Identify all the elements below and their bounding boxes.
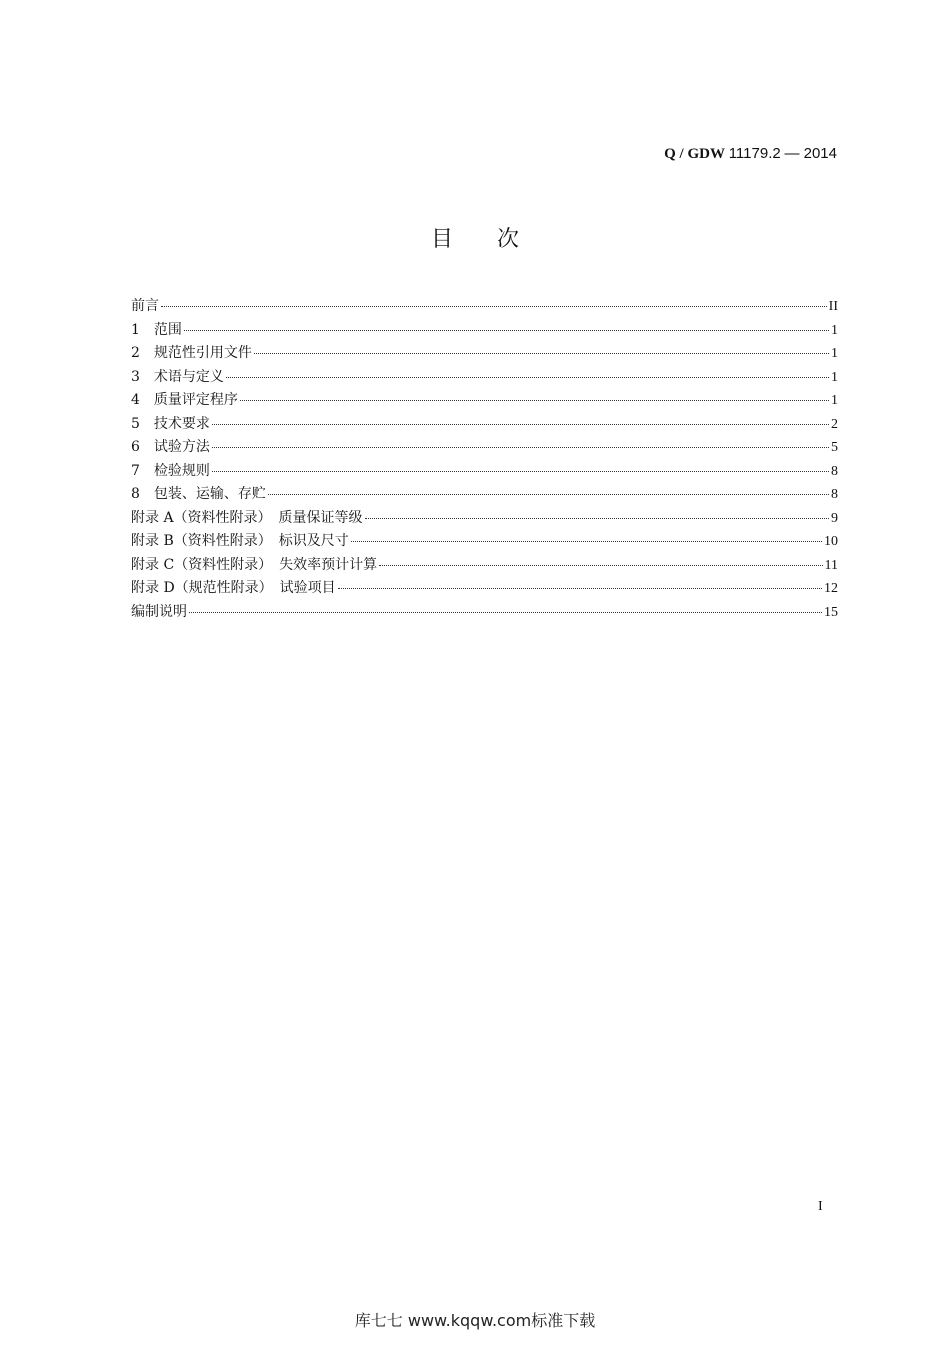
toc-entry[interactable]: [131, 389, 838, 413]
toc-entry-label: 1 范围: [131, 321, 182, 338]
toc-entry-label: 附录 B（资料性附录） 标识及尺寸: [131, 533, 349, 549]
toc-entry-page: 1: [831, 322, 838, 338]
toc-entry-label: 7 检验规则: [131, 462, 210, 479]
toc-entry-page: 1: [831, 369, 838, 385]
toc-entry[interactable]: [131, 554, 838, 578]
toc-entry-page: 12: [824, 581, 838, 596]
page-number: I: [818, 1199, 823, 1214]
toc-entry-page: 9: [831, 510, 838, 526]
toc-leader-dots: [351, 541, 822, 542]
toc-entry[interactable]: [131, 366, 838, 390]
toc-entry[interactable]: [131, 601, 838, 625]
toc-leader-dots: [254, 353, 829, 354]
code-prefix: Q / GDW: [664, 146, 725, 162]
table-of-contents: [131, 295, 838, 624]
toc-entry[interactable]: [131, 295, 838, 319]
toc-leader-dots: [240, 400, 829, 401]
toc-entry[interactable]: [131, 507, 838, 531]
toc-entry[interactable]: [131, 319, 838, 343]
toc-leader-dots: [212, 447, 829, 448]
toc-entry-label: 8 包装、运输、存贮: [131, 486, 266, 502]
toc-entry[interactable]: [131, 436, 838, 460]
toc-leader-dots: [184, 330, 829, 331]
toc-entry-label: 前言: [131, 298, 159, 314]
toc-entry-label: 附录 D（规范性附录） 试验项目: [131, 580, 336, 596]
toc-entry[interactable]: [131, 483, 838, 507]
toc-leader-dots: [338, 588, 822, 589]
toc-entry-label: 4 质量评定程序: [131, 392, 238, 408]
toc-entry-page: 8: [831, 463, 838, 479]
toc-leader-dots: [212, 424, 829, 425]
toc-entry-page: 5: [831, 440, 838, 455]
toc-leader-dots: [189, 612, 822, 613]
document-code: [664, 145, 837, 163]
toc-entry-label: 编制说明: [131, 603, 187, 620]
toc-entry[interactable]: [131, 413, 838, 437]
toc-entry-label: 附录 A（资料性附录） 质量保证等级: [131, 509, 363, 526]
toc-entry-label: 2 规范性引用文件: [131, 345, 252, 361]
toc-entry[interactable]: [131, 530, 838, 554]
toc-leader-dots: [365, 518, 829, 519]
toc-leader-dots: [379, 565, 822, 566]
toc-entry-page: 11: [824, 557, 838, 573]
toc-leader-dots: [226, 377, 829, 378]
toc-entry-page: 15: [824, 604, 838, 620]
page-title: 目次: [430, 227, 563, 252]
code-year: — 2014: [784, 145, 837, 162]
toc-entry-page: 1: [831, 346, 838, 361]
footer-watermark: 库七七 www.kqqw.com标准下载: [354, 1311, 596, 1330]
toc-entry-label: 5 技术要求: [131, 415, 210, 432]
toc-entry-page: 10: [824, 534, 838, 549]
toc-entry-label: 6 试验方法: [131, 439, 210, 455]
toc-entry-label: 附录 C（资料性附录） 失效率预计计算: [131, 556, 378, 573]
toc-entry[interactable]: [131, 460, 838, 484]
toc-entry-label: 3 术语与定义: [131, 368, 224, 385]
toc-entry-page: 2: [831, 416, 838, 432]
toc-entry-page: 8: [831, 487, 838, 502]
toc-leader-dots: [161, 306, 827, 307]
toc-leader-dots: [212, 471, 829, 472]
toc-entry[interactable]: [131, 577, 838, 601]
toc-entry-page: II: [828, 299, 838, 314]
toc-entry[interactable]: [131, 342, 838, 366]
code-number: 11179.2: [728, 145, 781, 162]
toc-entry-page: 1: [831, 393, 838, 408]
toc-leader-dots: [268, 494, 829, 495]
